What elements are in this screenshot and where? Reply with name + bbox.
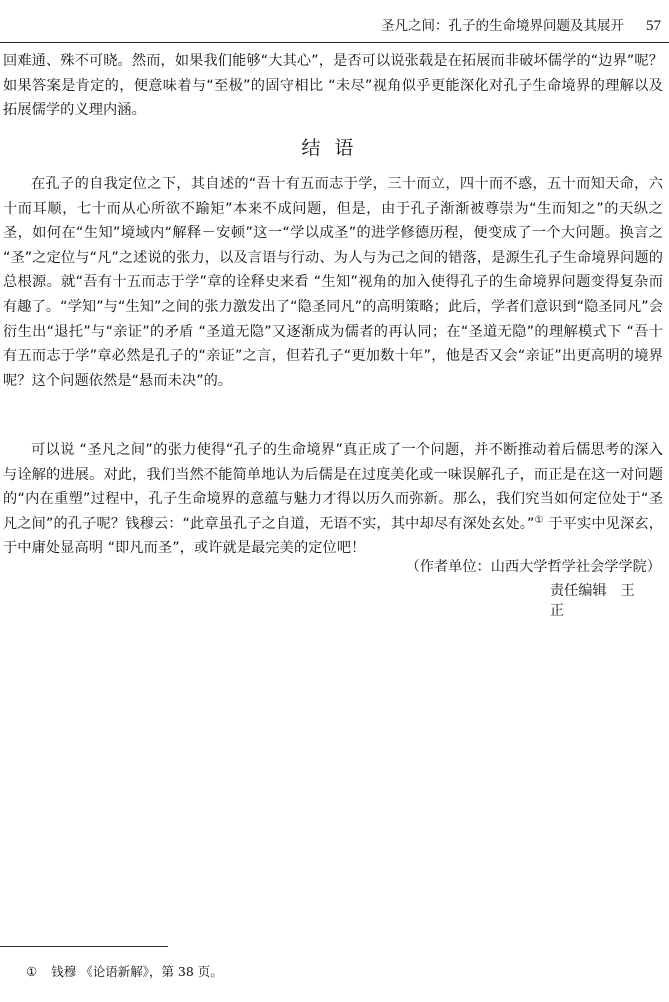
footnote-reference[interactable]: ① (534, 514, 544, 526)
running-header (0, 14, 661, 36)
paragraph-2-text-a: 可以说 “圣凡之间”的张力使得“孔子的生命境界”真正成了一个问题，并不断推动着后儒思考的深入与诠解的进展。对此，我们当然不能简单地认为后儒是在过度美化或一味误解孔子，而正是在这一对问题的“内在重塑”过程中，孔子生命境界的意蕴与魅力才得以历久而弥新。那么，我们究当如何定位处于“圣凡之间”的孔子呢？钱穆云：“此章虽孔子之自道，无语不实，其中却尽有深处玄处。” (3, 442, 663, 532)
author-affiliation: （作者单位：山西大学哲学社会学学院） (405, 559, 661, 575)
responsible-editor (550, 580, 661, 620)
footnote-rule (0, 946, 168, 947)
intro-paragraph: 回难通、殊不可晓。然而，如果我们能够“大其心”，是否可以说张载是在拓展而非破坏儒学的“边界”呢？如果答案是肯定的，便意味着与“至极”的固守相比 “未尽”视角似乎更能深化对孔子生命境界的理解以及拓展儒学的义理内涵。 (3, 53, 663, 119)
conclusion-paragraph-2 (3, 438, 663, 561)
editor-name: 王正 (549, 583, 647, 619)
running-title: 圣凡之间：孔子的生命境界问题及其展开 (381, 18, 624, 34)
header-rule (0, 42, 669, 43)
page-number: 57 (646, 18, 661, 34)
editor-label: 责任编辑 (549, 583, 607, 599)
footnote-mark: ① (26, 964, 38, 979)
footnote (26, 962, 223, 980)
paragraph-2-text-b: 于平实中见深玄，于中庸处显高明 “即凡而圣”，或许就是最完美的定位吧！ (3, 515, 663, 557)
conclusion-paragraph-1: 在孔子的自我定位之下，其自述的“吾十有五而志于学，三十而立，四十而不惑，五十而知天命，六十而耳顺，七十而从心所欲不踰矩”本来不成问题，但是，由于孔子渐渐被尊崇为“生而知之”的天纵之圣，如何在“生知”境域内“解释－安顿”这一“学以成圣”的进学修德历程，便变成了一个大问题。换言之 “圣”之定位与“凡”之述说的张力，以及言语与行动、为人与为己之间的错落，是源生孔子生命境界问题的总根源。就“吾有十五而志于学”章的诠释史来看 “生知”视角的加入使得孔子的生命境界问题变得复杂而有趣了。“学知”与“生知”之间的张力激发出了“隐圣同凡”的高明策略；此后，学者们意识到“隐圣同凡”会衍生出“退托”与“亲证”的矛盾 “圣道无隐”又逐渐成为儒者的再认同；在“圣道无隐”的理解模式下 “吾十有五而志于学”章必然是孔子的“亲证”之言，但若孔子“更加数十年”，他是否又会“亲证”出更高明的境界呢？这个问题依然是“悬而未决”的。 (3, 176, 663, 389)
footnote-text: 钱穆 《论语新解》，第 38 页。 (51, 964, 223, 979)
section-heading: 结语 (301, 137, 368, 159)
